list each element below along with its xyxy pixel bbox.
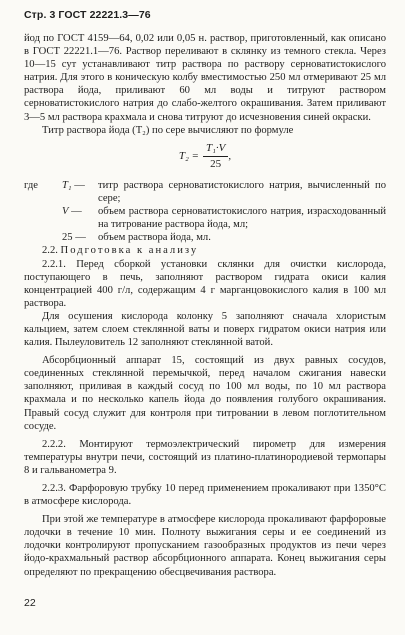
page-number: 22 xyxy=(24,597,36,609)
page-header: Стр. 3 ГОСТ 22221.3—76 xyxy=(24,9,151,21)
paragraph-2-2-3: 2.2.3. Фарфоровую трубку 10 перед применением прокаливают при 1350°С в атмосфере кислорода. xyxy=(24,483,386,508)
definition-row xyxy=(24,179,386,205)
formula-tail: , xyxy=(228,149,232,162)
document-body xyxy=(24,32,386,579)
paragraph-boat-calcination: При этой же температуре в атмосфере кислорода прокаливают фарфоровые лодочки в течение 10 мин. Полноту выжигания серы и ее соединений из лодочки контролируют пропусканием газообразных продуктов из печи через йодо-крахмальный раствор абсорбционного аппарата. Конец выжигания серы определяют по прекращению обесцвечивания раствора. xyxy=(24,514,386,578)
definition-lead: где xyxy=(24,179,38,191)
formula-fraction xyxy=(203,142,228,171)
definition-lead xyxy=(24,205,62,231)
formula-denominator: 25 xyxy=(210,157,222,170)
paragraph-absorption-apparatus: Абсорбционный аппарат 15, состоящий из двух равных сосудов, соединенных стеклянной перемычкой, перед началом сжигания навески заполняют, приливая в каждый сосуд по 100 мл воды, по 10 мл раствора крахмала и по несколько капель йода до появления голубого окрашивания. Правый сосуд служит для контроля при титровании в левом поглотительном сосуде. xyxy=(24,355,386,432)
paragraph-2-2-2: 2.2.2. Монтируют термоэлектрический пирометр для измерения температуры внутри печи, состоящий из платино-платинородиевой термопары 8 и гальванометра 9. xyxy=(24,438,386,476)
definition-row xyxy=(24,231,386,244)
definition-symbol: 25 — xyxy=(62,232,86,244)
paragraph-titer-intro: Титр раствора йода (T₂) по сере вычисляют по формуле xyxy=(42,124,294,136)
definition-symbol: V — xyxy=(62,206,82,218)
formula-definitions xyxy=(24,179,386,244)
paragraph-iodine-reagent: йод по ГОСТ 4159—64, 0,02 или 0,05 н. раствор, приготовленный, как описано в ГОСТ 22221.1—76. Раствор переливают в склянку из темного стекла. Через 10—15 сут устанавливают титр раствора по раствору серноватистокислого натрия. Для этого в коническую колбу вместимостью 250 мл отмеривают 25 мл раствора йода, приливают 60 мл воды и титруют раствором серноватистокислого натрия до слабо-желтого окрашивания. Затем приливают 3—5 мл раствора крахмала и снова титруют до исчезновения синей окраски. xyxy=(24,33,386,123)
definition-lead xyxy=(24,231,62,244)
formula-lhs: T₂ = xyxy=(178,149,199,162)
section-heading-2-2: 2.2. Подготовка к анализу xyxy=(42,245,199,257)
paragraph-2-2-1: 2.2.1. Перед сборкой установки склянки для очистки кислорода, поступающего в печь, заполняют раствором гидрата окиси калия концентрацией 400 г/л, содержащим 4 г марганцовокислого калия в 100 мл раствора. xyxy=(24,258,386,309)
definition-symbol: T₁ — xyxy=(62,179,85,191)
formula-numerator: T₁·V xyxy=(203,142,228,157)
definition-text: объем раствора серноватистокислого натрия, израсходованный на титрование раствора йода, мл; xyxy=(98,206,386,231)
definition-row xyxy=(24,205,386,231)
paragraph-oxygen-drying: Для осушения кислорода колонку 5 заполняют сначала хлористым кальцием, затем слоем стеклянной ваты и поверх гидратом окиси натрия или калия. Пылеуловитель 12 заполняют стеклянной ватой. xyxy=(24,310,386,349)
definition-text: объем раствора йода, мл. xyxy=(98,232,211,244)
definition-text: титр раствора серноватистокислого натрия, вычисленный по сере; xyxy=(98,179,386,205)
titer-formula xyxy=(24,142,386,171)
